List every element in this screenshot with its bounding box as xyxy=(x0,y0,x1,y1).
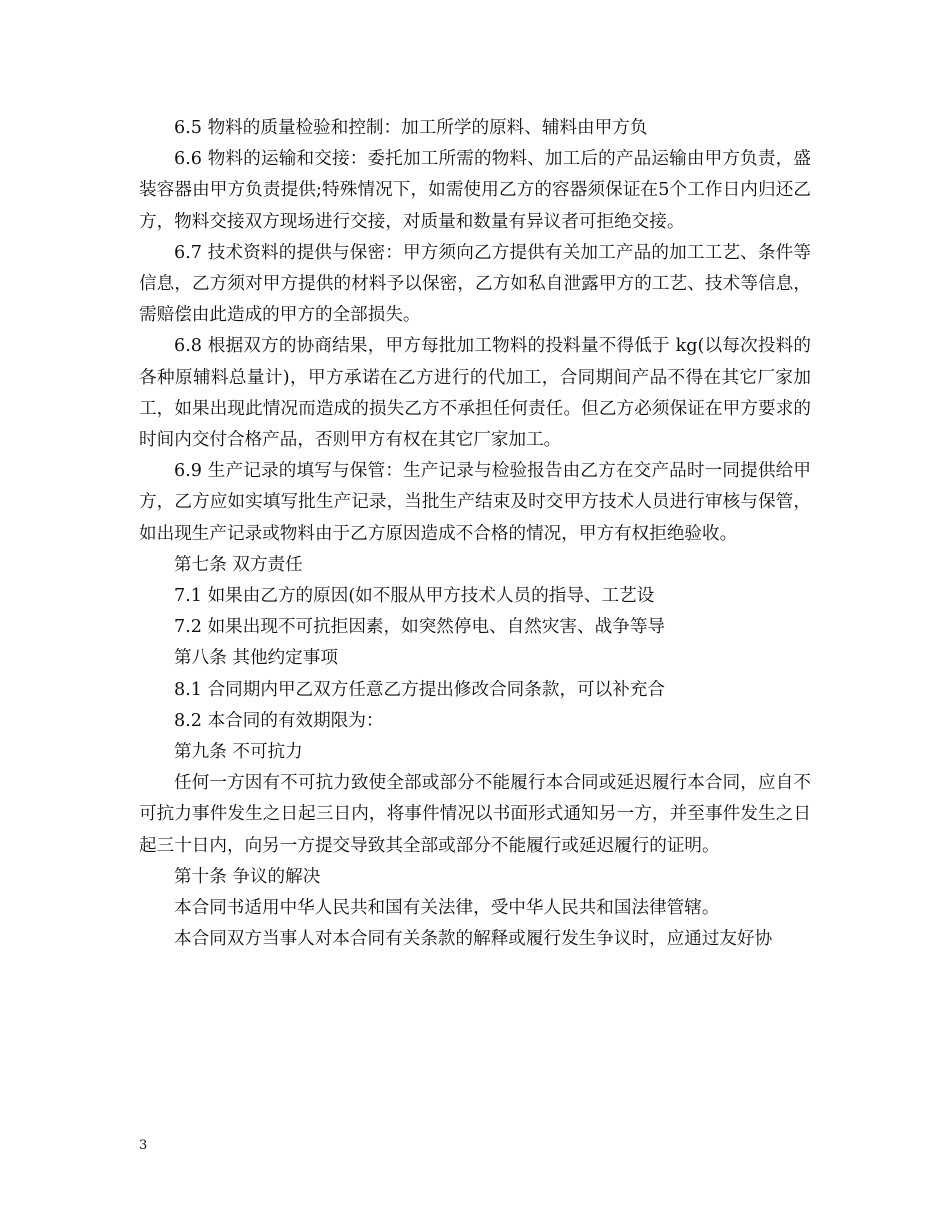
article-7-heading: 第七条 双方责任 xyxy=(174,554,303,575)
governing-law-paragraph: 本合同书适用中华人民共和国有关法律，受中华人民共和国法律管辖。 xyxy=(174,898,720,919)
dispute-paragraph: 本合同双方当事人对本合同有关条款的解释或履行发生争议时，应通过友好协 xyxy=(174,929,773,950)
force-majeure-paragraph: 任何一方因有不可抗力致使全部或部分不能履行本合同或延迟履行本合同，应自不可抗力事件发生之日起三日内，将事件情况以书面形式通知另一方，并至事件发生之日起三十日内，向另一方提交导致其全部或部分不能履行或延迟履行的证明。 xyxy=(139,773,811,856)
clause-6-8: 6.8 根据双方的协商结果，甲方每批加工物料的投料量不得低于 kg(以每次投料的各种原辅料总量计)，甲方承诺在乙方进行的代加工，合同期间产品不得在其它厂家加工，如果出现此情况而造成的损失乙方不承担任何责任。但乙方必须保证在甲方要求的时间内交付合格产品，否则甲方有权在其它厂家加工。 xyxy=(139,336,811,451)
clause-7-2: 7.2 如果出现不可抗拒因素，如突然停电、自然灾害、战争等导 xyxy=(174,617,666,638)
clause-8-2: 8.2 本合同的有效期限为： xyxy=(174,710,384,731)
clause-6-9: 6.9 生产记录的填写与保管：生产记录与检验报告由乙方在交产品时一同提供给甲方，乙方应如实填写批生产记录，当批生产结束及时交甲方技术人员进行审核与保管，如出现生产记录或物料由于乙方原因造成不合格的情况，甲方有权拒绝验收。 xyxy=(139,461,811,544)
document-body xyxy=(139,113,811,955)
clause-7-1: 7.1 如果由乙方的原因(如不服从甲方技术人员的指导、工艺设 xyxy=(174,586,655,607)
page-number: 3 xyxy=(139,1138,148,1153)
clause-6-6: 6.6 物料的运输和交接：委托加工所需的物料、加工后的产品运输由甲方负责，盛装容器由甲方负责提供;特殊情况下，如需使用乙方的容器须保证在5个工作日内归还乙方，物料交接双方现场进行交接，对质量和数量有异议者可拒绝交接。 xyxy=(139,149,811,232)
clause-6-7: 6.7 技术资料的提供与保密：甲方须向乙方提供有关加工产品的加工工艺、条件等信息，乙方须对甲方提供的材料予以保密，乙方如私自泄露甲方的工艺、技术等信息，需赔偿由此造成的甲方的全部损失。 xyxy=(139,242,811,326)
article-10-heading: 第十条 争议的解决 xyxy=(174,866,321,887)
clause-6-5: 6.5 物料的质量检验和控制：加工所学的原料、辅料由甲方负 xyxy=(174,118,648,138)
article-8-heading: 第八条 其他约定事项 xyxy=(174,648,338,669)
article-9-heading: 第九条 不可抗力 xyxy=(174,742,303,763)
clause-8-1: 8.1 合同期内甲乙双方任意乙方提出修改合同条款，可以补充合 xyxy=(174,679,666,700)
